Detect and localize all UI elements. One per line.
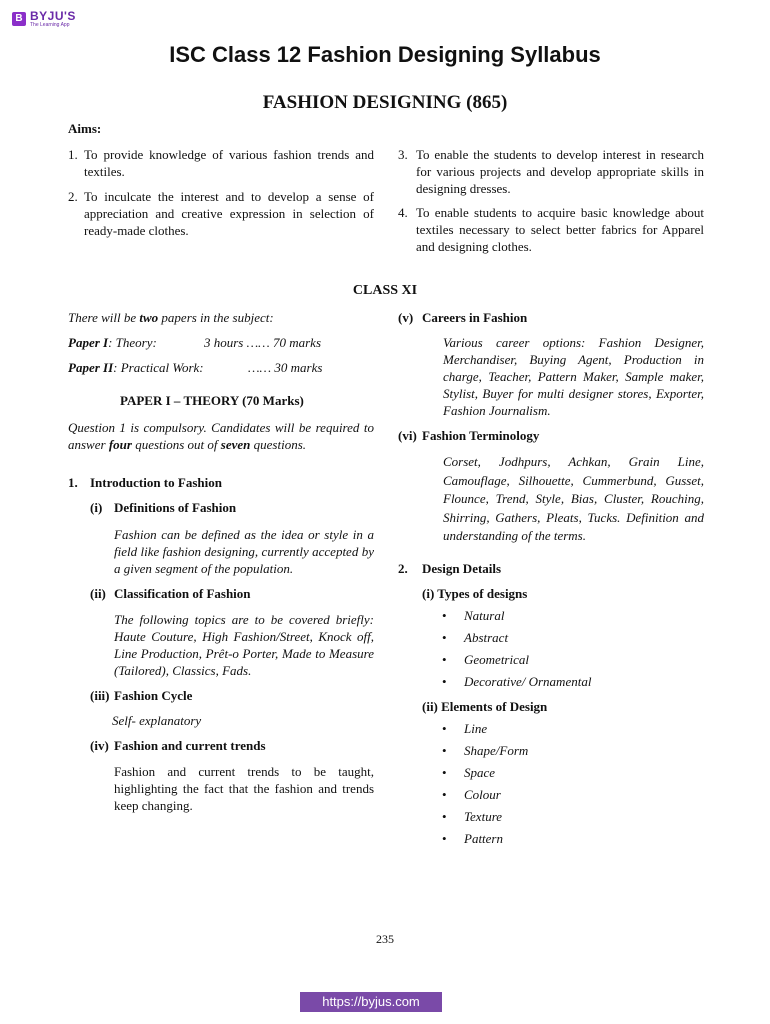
document-title: ISC Class 12 Fashion Designing Syllabus [169, 42, 601, 67]
subsection-text: The following topics are to be covered briefly: Haute Couture, High Fashion/Street, Knock off, Line Production, Prêt-o Porter, Made to Measure (Tailored), Classics, Fads. [114, 612, 374, 678]
brand-logo [12, 10, 76, 28]
aims-left [68, 146, 374, 239]
list-item: • Decorative/ Ornamental [442, 673, 592, 689]
section-two-title: 2. Design Details [398, 560, 502, 576]
papers-intro: There will be two papers in the subject: [68, 310, 274, 325]
logo-mark: B [12, 12, 26, 26]
right-column [398, 309, 704, 847]
section-one-title: 1. Introduction to Fashion [68, 475, 222, 490]
subsection-title: (iv) Fashion and current trends [90, 738, 266, 753]
aims-heading: Aims: [68, 121, 102, 136]
types-heading: (i) Types of designs [422, 585, 528, 601]
subsection-title: (ii) Classification of Fashion [90, 586, 251, 601]
class-heading: CLASS XI [352, 283, 418, 298]
elements-list [398, 720, 704, 847]
aim-item: 4. To enable students to acquire basic knowledge about textiles necessary to select better fabrics for Apparel and designing clothes. [398, 205, 704, 254]
subsection-text: Self- explanatory [112, 713, 202, 728]
list-item: • Abstract [442, 629, 509, 645]
page-number: 235 [376, 932, 394, 946]
theory-heading: PAPER I – THEORY (70 Marks) [120, 393, 304, 408]
list-item: • Pattern [442, 830, 503, 846]
subsection-text: Fashion can be defined as the idea or style in a field like fashion designing, currently accepted by a given segment of the population. [114, 527, 374, 576]
aim-item: 3. To enable the students to develop interest in research for various projects and develop appropriate skills in designing dresses. [398, 147, 704, 196]
subsection-title: (i) Definitions of Fashion [90, 500, 237, 515]
subsection-title: (v) Careers in Fashion [398, 310, 528, 325]
list-item: • Texture [442, 808, 503, 824]
types-list [398, 607, 704, 690]
footer-link[interactable]: https://byjus.com [300, 992, 442, 1012]
brand-tagline: The Learning App [30, 22, 70, 28]
list-item: • Colour [442, 786, 501, 802]
aim-item: 1. To provide knowledge of various fashion trends and textiles. [68, 147, 374, 179]
subsection-text: Fashion and current trends to be taught, highlighting the fact that the fashion and trends keep changing. [114, 764, 374, 813]
subject-heading: FASHION DESIGNING (865) [262, 92, 508, 113]
question-note: Question 1 is compulsory. Candidates will be required to answer four questions out of seven questions. [68, 420, 374, 452]
paper-two-line: Paper II: Practical Work: …… 30 marks [68, 360, 323, 375]
list-item: • Geometrical [442, 651, 529, 667]
paper-one-line: Paper I: Theory: 3 hours …… 70 marks [68, 335, 322, 350]
aim-item: 2. To inculcate the interest and to develop a sense of appreciation and creative expression in selection of ready-made clothes. [68, 189, 374, 238]
list-item: • Space [442, 764, 496, 780]
subsection-title: (vi) Fashion Terminology [398, 428, 540, 443]
list-item: • Line [442, 720, 488, 736]
left-column [68, 309, 374, 814]
list-item: • Natural [442, 607, 505, 623]
brand-name: BYJU'S [30, 9, 76, 23]
subsection-text: Various career options: Fashion Designer, Merchandiser, Buying Agent, Production in charge, Teacher, Pattern Maker, Sample maker, Stylist, Buyer for multi designer stores, Exporter, Fashion Journalism. [443, 335, 704, 418]
aims-right [398, 146, 704, 255]
list-item: • Shape/Form [442, 742, 529, 758]
subsection-title: (iii) Fashion Cycle [90, 688, 193, 703]
subsection-text: Corset, Jodhpurs, Achkan, Grain Line, Camouflage, Silhouette, Cummerbund, Gusset, Flounce, Trend, Style, Bias, Cluster, Rouching, Shirring, Gathers, Pleats, Tucks. Definition and understanding of the terms. [443, 454, 704, 543]
elements-heading: (ii) Elements of Design [422, 698, 548, 714]
